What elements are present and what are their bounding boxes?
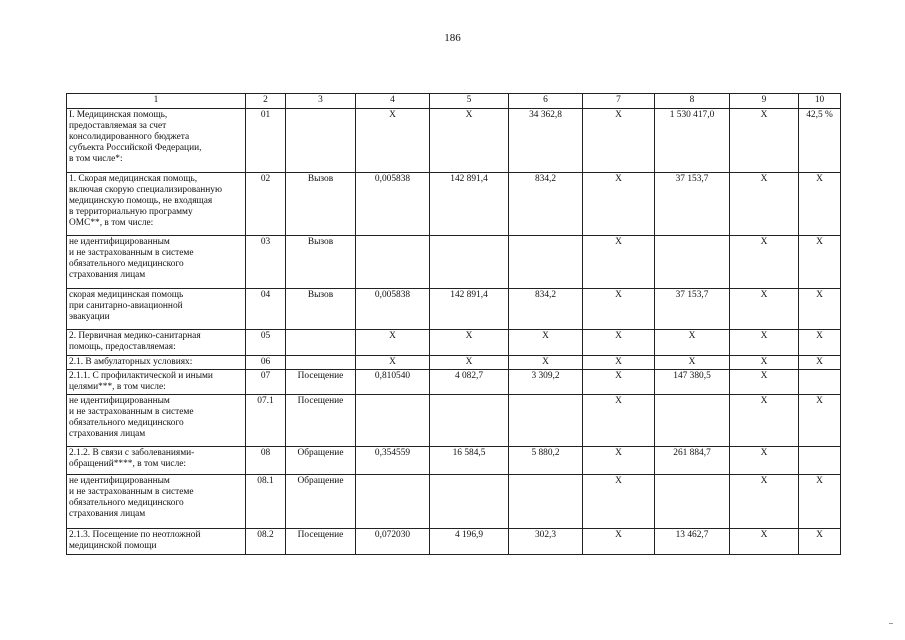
table-cell: 0,005838 (356, 289, 430, 330)
row-name-cell: 1. Скорая медицинская помощь, включая скорую специализированную медицинскую помощь, не входящая в территориальную программу ОМС**, в том числе: (67, 173, 246, 236)
header-cell: 3 (286, 94, 356, 109)
table-cell (655, 236, 730, 289)
table-cell: Х (799, 330, 841, 356)
table-cell: Х (730, 395, 799, 447)
table-cell: 147 380,5 (655, 370, 730, 395)
table-cell: Х (730, 330, 799, 356)
table-cell: 302,3 (509, 529, 583, 555)
table-cell: 142 891,4 (430, 173, 509, 236)
row-name-cell: 2.1. В амбулаторных условиях: (67, 356, 246, 370)
table-cell: Х (583, 109, 655, 173)
table-cell: 0,810540 (356, 370, 430, 395)
table-cell: Х (583, 395, 655, 447)
column-number-header-row (67, 94, 841, 109)
table-cell (509, 395, 583, 447)
header-cell: 9 (730, 94, 799, 109)
table-cell: 03 (246, 236, 286, 289)
table-cell: Х (583, 330, 655, 356)
table-row (67, 173, 841, 236)
table-cell (509, 236, 583, 289)
table-cell (286, 109, 356, 173)
table-cell: Х (730, 236, 799, 289)
table-cell: 08.1 (246, 475, 286, 529)
table-cell: 5 880,2 (509, 447, 583, 475)
table-cell: 08 (246, 447, 286, 475)
page-number: 186 (444, 32, 461, 44)
header-cell: 1 (67, 94, 246, 109)
table-cell: Х (730, 370, 799, 395)
row-name-cell: 2.1.2. В связи с заболеваниями- обращений****, в том числе: (67, 447, 246, 475)
table-row (67, 447, 841, 475)
table-cell: Обращение (286, 447, 356, 475)
table-row (67, 395, 841, 447)
table-cell: 37 153,7 (655, 173, 730, 236)
table-cell: Х (509, 330, 583, 356)
row-name-cell: I. Медицинская помощь, предоставляемая за счет консолидированного бюджета субъекта Российской Федерации, в том числе*: (67, 109, 246, 173)
table-cell (356, 395, 430, 447)
table-cell (799, 447, 841, 475)
table-cell: 02 (246, 173, 286, 236)
medical-care-table (66, 93, 841, 555)
table-row (67, 330, 841, 356)
table-cell: Х (583, 475, 655, 529)
table-cell: 07.1 (246, 395, 286, 447)
table-cell: Х (730, 475, 799, 529)
table-cell: Х (730, 447, 799, 475)
table-cell: Х (799, 236, 841, 289)
table-row (67, 109, 841, 173)
table-cell: 0,005838 (356, 173, 430, 236)
table-cell (356, 236, 430, 289)
table-cell: Х (430, 356, 509, 370)
table-cell: 4 196,9 (430, 529, 509, 555)
table-cell: 16 584,5 (430, 447, 509, 475)
table-cell: Обращение (286, 475, 356, 529)
table-row (67, 356, 841, 370)
table-cell: 142 891,4 (430, 289, 509, 330)
table-row (67, 529, 841, 555)
table-cell: Х (730, 529, 799, 555)
table-cell: Х (799, 356, 841, 370)
table-cell: Х (655, 330, 730, 356)
header-cell: 7 (583, 94, 655, 109)
table-cell: Х (730, 173, 799, 236)
scan-mark (889, 623, 893, 624)
row-name-cell: 2.1.3. Посещение по неотложной медицинской помощи (67, 529, 246, 555)
table-cell: Х (799, 289, 841, 330)
table-cell (655, 475, 730, 529)
table-cell: Вызов (286, 173, 356, 236)
table-row (67, 370, 841, 395)
table-cell (286, 330, 356, 356)
table-cell: 4 082,7 (430, 370, 509, 395)
table-cell: Х (799, 529, 841, 555)
table-cell (430, 236, 509, 289)
table-cell: Х (799, 395, 841, 447)
table-cell (509, 475, 583, 529)
header-cell: 2 (246, 94, 286, 109)
header-cell: 8 (655, 94, 730, 109)
table-cell: Х (730, 356, 799, 370)
header-cell: 10 (799, 94, 841, 109)
table-cell: 42,5 % (799, 109, 841, 173)
table-cell: Вызов (286, 289, 356, 330)
row-name-cell: не идентифицированным и не застрахованным в системе обязательного медицинского страхования лицам (67, 395, 246, 447)
table-cell: 01 (246, 109, 286, 173)
table-cell (286, 356, 356, 370)
table-cell: Х (356, 330, 430, 356)
header-cell: 4 (356, 94, 430, 109)
table-cell (430, 395, 509, 447)
table-cell: 834,2 (509, 289, 583, 330)
table-cell: 04 (246, 289, 286, 330)
table-cell: 3 309,2 (509, 370, 583, 395)
table-cell: 834,2 (509, 173, 583, 236)
table-cell (356, 475, 430, 529)
table-cell: Х (583, 529, 655, 555)
table-cell (655, 395, 730, 447)
table-cell: Х (509, 356, 583, 370)
table-cell: Х (799, 475, 841, 529)
header-cell: 5 (430, 94, 509, 109)
table-cell: Х (583, 289, 655, 330)
table-cell: Х (730, 109, 799, 173)
table-row (67, 289, 841, 330)
table-cell: Х (583, 173, 655, 236)
table-cell: Х (583, 370, 655, 395)
table-cell: 37 153,7 (655, 289, 730, 330)
table-cell: Посещение (286, 529, 356, 555)
table-cell: 34 362,8 (509, 109, 583, 173)
table-cell: Х (356, 356, 430, 370)
table-cell: Х (430, 109, 509, 173)
row-name-cell: не идентифицированным и не застрахованным в системе обязательного медицинского страхования лицам (67, 475, 246, 529)
header-cell: 6 (509, 94, 583, 109)
table-cell: Х (730, 289, 799, 330)
table-cell: 0,072030 (356, 529, 430, 555)
table-cell: Х (583, 447, 655, 475)
table-cell (799, 370, 841, 395)
table-cell: Х (583, 356, 655, 370)
table-cell: Х (655, 356, 730, 370)
table-cell (430, 475, 509, 529)
table-cell: 1 530 417,0 (655, 109, 730, 173)
table-cell: 05 (246, 330, 286, 356)
table-cell: Посещение (286, 370, 356, 395)
table-cell: 07 (246, 370, 286, 395)
row-name-cell: 2. Первичная медико-санитарная помощь, предоставляемая: (67, 330, 246, 356)
table-cell: 06 (246, 356, 286, 370)
table-cell: Х (356, 109, 430, 173)
row-name-cell: не идентифицированным и не застрахованным в системе обязательного медицинского страхования лицам (67, 236, 246, 289)
table-row (67, 475, 841, 529)
table-cell: 261 884,7 (655, 447, 730, 475)
table-cell: Х (799, 173, 841, 236)
row-name-cell: скорая медицинская помощь при санитарно-авиационной эвакуации (67, 289, 246, 330)
table-cell: 0,354559 (356, 447, 430, 475)
table-cell: Вызов (286, 236, 356, 289)
row-name-cell: 2.1.1. С профилактической и иными целями***, в том числе: (67, 370, 246, 395)
table-cell: 08.2 (246, 529, 286, 555)
table-cell: Х (583, 236, 655, 289)
table-cell: 13 462,7 (655, 529, 730, 555)
table-cell: Х (430, 330, 509, 356)
table-row (67, 236, 841, 289)
table-cell: Посещение (286, 395, 356, 447)
